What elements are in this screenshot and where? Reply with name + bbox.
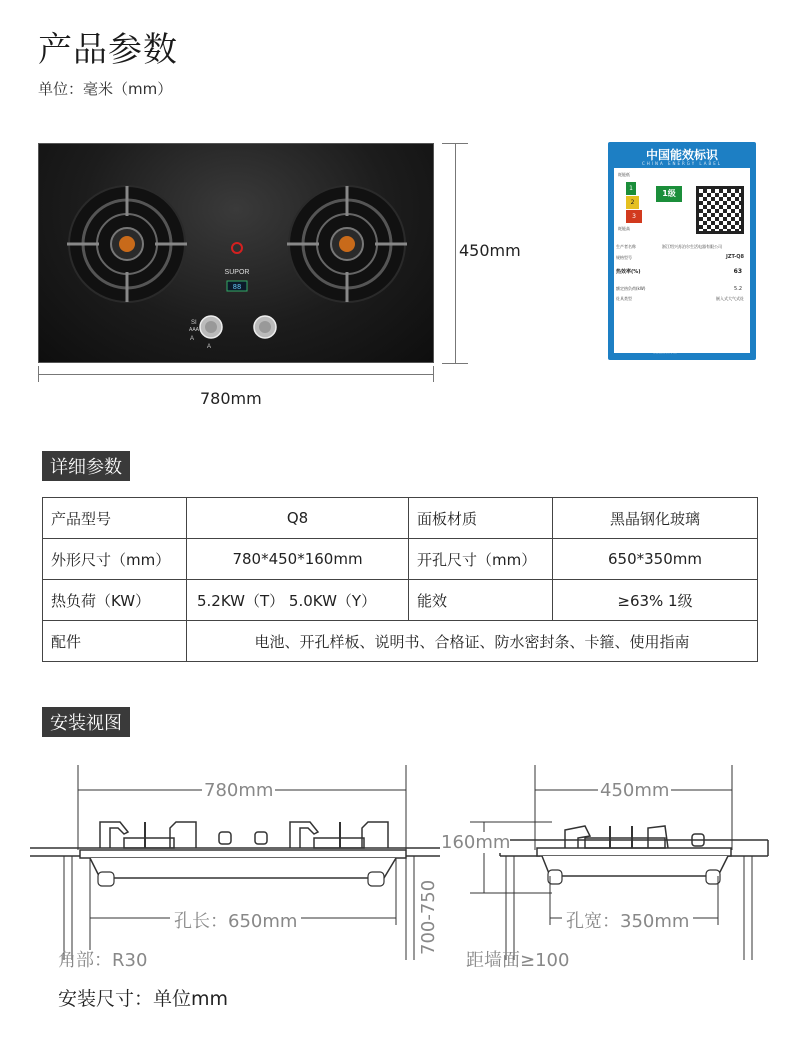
qr-code-icon — [696, 186, 744, 234]
depth-range-label: 700-750 — [418, 879, 439, 955]
dim-bottom-tick — [442, 363, 468, 364]
manufacturer-label: 生产者名称 — [616, 244, 636, 249]
brand-text: SUPOR — [224, 269, 250, 276]
spec-value: 650*350mm — [553, 539, 758, 580]
side-width-label: 450mm — [600, 780, 670, 801]
dim-vertical-line — [455, 143, 456, 363]
spec-value: 780*450*160mm — [187, 539, 409, 580]
spec-table — [42, 497, 758, 662]
table-row — [43, 539, 758, 580]
grade-top-label: 耗能低 — [618, 172, 630, 177]
energy-label-body — [614, 168, 750, 353]
knob-mark-si: SI — [191, 320, 197, 326]
brand-logo-icon — [232, 243, 242, 253]
height-label: 160mm — [441, 832, 511, 853]
spec-key: 能效 — [409, 580, 553, 621]
load-label: 额定热负荷(kW) — [616, 286, 646, 291]
grade-step-2: 2 — [626, 196, 639, 209]
model-value: JZT-Q8 — [726, 254, 744, 260]
left-knob — [200, 316, 222, 338]
energy-standard: 依据国家标准: GB 30720-2014 — [652, 349, 712, 354]
spec-key: 配件 — [43, 621, 187, 662]
corner-radius-label: 角部：R30 — [58, 950, 148, 971]
spec-key: 外形尺寸（mm） — [43, 539, 187, 580]
details-section-title: 详细参数 — [42, 451, 130, 481]
type-label: 灶具类型 — [616, 296, 632, 301]
spec-key: 开孔尺寸（mm） — [409, 539, 553, 580]
cooktop-image — [38, 143, 434, 363]
manufacturer-value: 浙江绍兴苏泊尔生活电器有限公司 — [662, 244, 722, 249]
install-footer: 安装尺寸：单位mm — [58, 988, 229, 1010]
table-row — [43, 580, 758, 621]
efficiency-value: 63 — [733, 268, 742, 275]
accessories-value: 电池、开孔样板、说明书、合格证、防水密封条、卡箍、使用指南 — [187, 621, 758, 662]
right-burner — [287, 186, 407, 302]
cooktop-illustration — [39, 144, 435, 364]
grade-step-1: 1 — [626, 182, 636, 195]
hole-length-label: 孔长：650mm — [170, 907, 301, 933]
table-row — [43, 621, 758, 662]
right-knob — [254, 316, 276, 338]
spec-value: ≥63% 1级 — [553, 580, 758, 621]
energy-label — [608, 142, 756, 360]
display-text: 88 — [232, 284, 242, 292]
load-value: 5.2 — [734, 286, 742, 292]
spec-value: 5.2KW（T） 5.0KW（Y） — [187, 580, 409, 621]
front-width-label: 780mm — [204, 780, 274, 801]
unit-note: 单位：毫米（mm） — [38, 80, 173, 98]
spec-key: 面板材质 — [409, 498, 553, 539]
left-burner — [67, 186, 187, 302]
wall-distance-label: 距墙面≥100 — [466, 950, 570, 971]
install-section-title: 安装视图 — [42, 707, 130, 737]
grade-bottom-label: 耗能高 — [618, 226, 630, 231]
table-row — [43, 498, 758, 539]
knob-mark-a2: A — [207, 344, 212, 350]
spec-key: 产品型号 — [43, 498, 187, 539]
energy-label-subtitle: CHINA ENERGY LABEL — [642, 161, 722, 166]
page-title: 产品参数 — [38, 30, 178, 70]
energy-label-title: 中国能效标识 — [645, 148, 718, 162]
width-dimension: 780mm — [200, 389, 262, 408]
grade-badge: 1级 — [656, 186, 682, 202]
height-dimension: 450mm — [459, 241, 521, 260]
dim-horizontal-line — [38, 374, 434, 375]
spec-value: 黑晶钢化玻璃 — [553, 498, 758, 539]
efficiency-label: 热效率(%) — [616, 269, 641, 275]
knob-mark-a: A — [190, 336, 195, 342]
spec-value: Q8 — [187, 498, 409, 539]
spec-key: 热负荷（KW） — [43, 580, 187, 621]
type-value: 嵌入式大气式灶 — [716, 296, 744, 301]
hole-width-label: 孔宽：350mm — [562, 907, 693, 933]
knob-mark-aaa: AAA — [189, 327, 200, 333]
grade-step-3: 3 — [626, 210, 642, 223]
model-label: 规格型号 — [616, 255, 632, 260]
